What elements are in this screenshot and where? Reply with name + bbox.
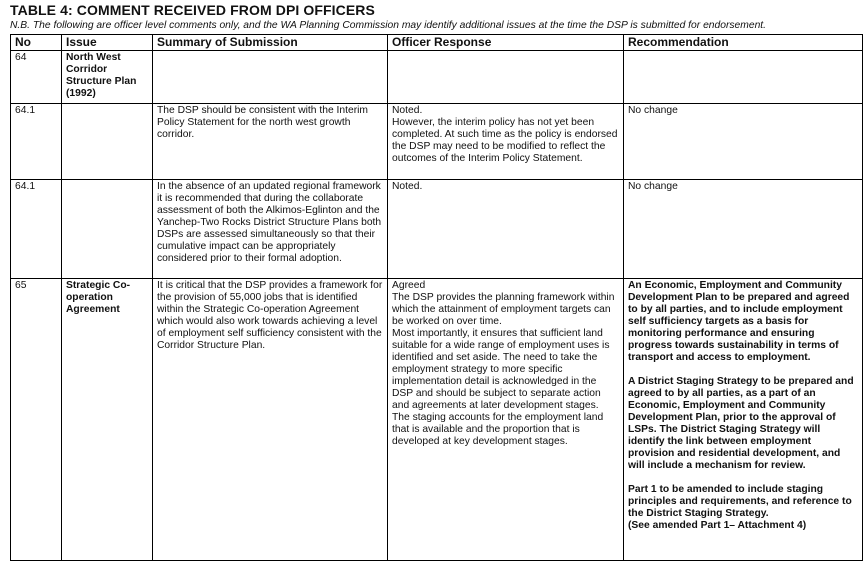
row-summary: The DSP should be consistent with the Interim Policy Statement for the north west growth corridor.: [153, 104, 388, 180]
row-recommendation: [624, 180, 863, 279]
row-no: 64.1: [11, 180, 62, 279]
row-summary: In the absence of an updated regional framework it is recommended that during the collaborate assessment of both the Alkimos-Eglinton and the Yanchep-Two Rocks District Structure Plans both DSPs are assessed simultaneously so that their cumulative impact can be appropriately considered prior to their formal adoption.: [153, 180, 388, 279]
comments-table: [10, 34, 863, 561]
row-response: [388, 279, 624, 561]
table-row: [11, 180, 863, 279]
header-response: Officer Response: [388, 35, 624, 51]
row-response: [388, 51, 624, 104]
recommendation-paragraph: No change: [628, 105, 678, 116]
row-summary: It is critical that the DSP provides a framework for the provision of 55,000 jobs that is identified within the Strategic Co-operation Agreement which would also work towards achieving a level of employment self sufficiency consistent with the Corridor Structure Plan.: [153, 279, 388, 561]
recommendation-paragraph: A District Staging Strategy to be prepared and agreed to by all parties, as a part of an Economic, Employment and Community Development Plan, prior to the approval of LSPs. The District Staging Strategy will identify the link between employment provision and residential development, and will include a mechanism for review.: [628, 376, 854, 471]
header-no: No: [11, 35, 62, 51]
table-note: N.B. The following are officer level comments only, and the WA Planning Commission may identify additional issues at the time the DSP is submitted for endorsement.: [10, 20, 767, 31]
table-header-row: [11, 35, 863, 51]
row-response: [388, 104, 624, 180]
recommendation-paragraph: Part 1 to be amended to include staging principles and requirements, and reference to the District Staging Strategy.: [628, 484, 852, 519]
recommendation-paragraph: (See amended Part 1– Attachment 4): [628, 520, 807, 531]
table-row: [11, 279, 863, 561]
table-row: [11, 51, 863, 104]
table-title: TABLE 4: COMMENT RECEIVED FROM DPI OFFICERS: [10, 2, 375, 18]
row-issue: [62, 104, 153, 180]
response-paragraph: Noted.: [392, 181, 423, 192]
response-paragraph: Agreed: [392, 280, 426, 291]
row-recommendation: [624, 51, 863, 104]
row-recommendation: [624, 104, 863, 180]
table-row: [11, 104, 863, 180]
response-paragraph: Most importantly, it ensures that sufficient land suitable for a wide range of employment uses is identified and set aside. The need to take the employment strategy to more specific implementation detail is acknowledged in the DSP and should be subject to separate action and agreements at later development stages.: [392, 328, 610, 411]
response-paragraph: Noted.: [392, 105, 423, 116]
row-summary: [153, 51, 388, 104]
response-paragraph: The staging accounts for the employment land that is available and the proportion that is developed at key development stages.: [392, 412, 604, 447]
row-issue: North West Corridor Structure Plan (1992): [62, 51, 153, 104]
response-paragraph: The DSP provides the planning framework within which the attainment of employment targets can be worked on over time.: [392, 292, 615, 327]
row-issue: Strategic Co-operation Agreement: [62, 279, 153, 561]
row-no: 64: [11, 51, 62, 104]
response-paragraph: However, the interim policy has not yet been completed. At such time as the policy is endorsed the DSP may need to be modified to reflect the outcomes of the Interim Policy Statement.: [392, 117, 618, 164]
header-issue: Issue: [62, 35, 153, 51]
header-recommendation: Recommendation: [624, 35, 863, 51]
row-no: 65: [11, 279, 62, 561]
recommendation-paragraph: No change: [628, 181, 678, 192]
header-summary: Summary of Submission: [153, 35, 388, 51]
paragraph-spacer: [628, 364, 858, 376]
recommendation-paragraph: An Economic, Employment and Community Development Plan to be prepared and agreed to by all parties, and to include employment self sufficiency targets as a basis for monitoring performance and ensuring progress towards sustainability in terms of transport and access to employment.: [628, 280, 850, 363]
row-issue: [62, 180, 153, 279]
paragraph-spacer: [628, 472, 858, 484]
row-response: [388, 180, 624, 279]
row-recommendation: [624, 279, 863, 561]
row-no: 64.1: [11, 104, 62, 180]
